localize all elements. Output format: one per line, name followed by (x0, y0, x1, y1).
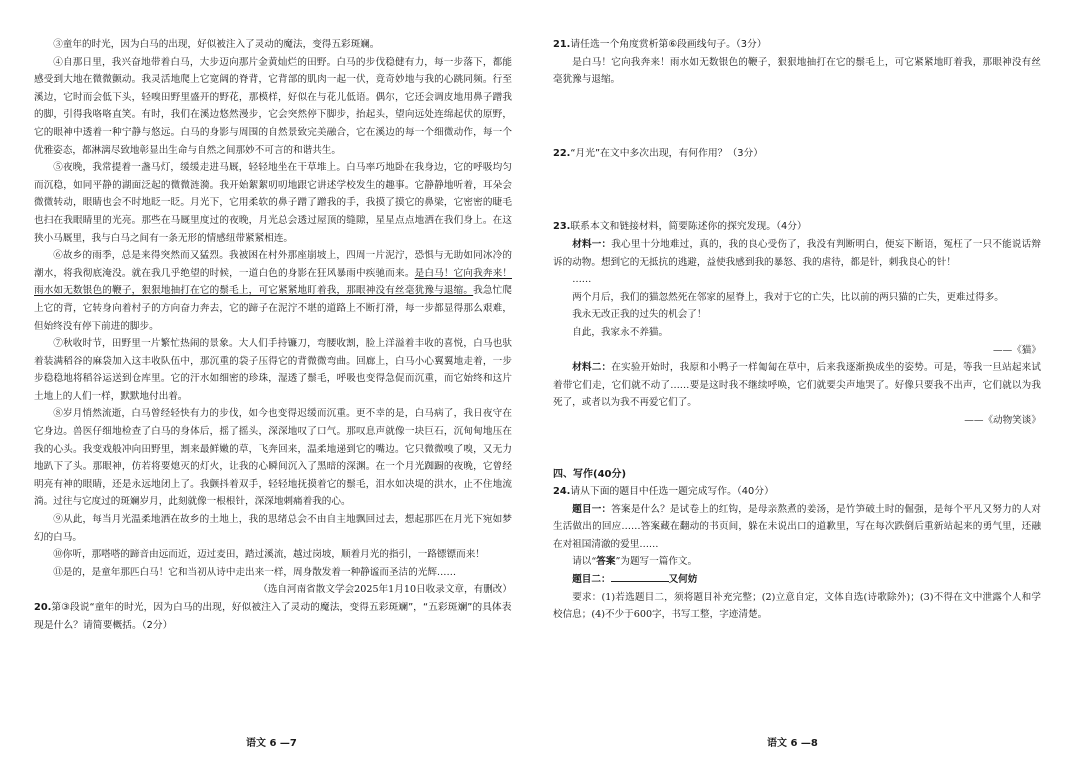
question-22-text: “月光”在文中多次出现，有何作用？（3分） (570, 147, 764, 159)
question-22-number: 22. (553, 147, 571, 159)
material-2-label: 材料二： (572, 362, 612, 374)
question-20 (34, 599, 512, 634)
material-1-para-4: 自此，我家永不养猫。 (572, 326, 669, 338)
question-24 (553, 483, 1041, 501)
topic-2 (553, 571, 1041, 589)
question-21-text: 请任选一个角度赏析第⑥段画线句子。（3分） (570, 39, 767, 50)
answer-space-22 (553, 162, 1041, 218)
question-24-number: 24. (553, 486, 571, 498)
topic-1-instruction (553, 553, 1041, 571)
paragraph-6-start: ⑥故乡的雨季，总是来得突然而又猛烈。我被困在村外那座崩坡上，四周一片泥泞，恐惧与无助如同冰冷的潮水，将我彻底淹没。就在我几乎绝望的时候，一道白色的身影在狂风暴雨中疾驰而来。 (34, 250, 512, 279)
topic-1 (553, 501, 1041, 554)
answer-space-21 (553, 89, 1041, 145)
paragraph-3: ③童年的时光，因为白马的出现，好似被注入了灵动的魔法，变得五彩斑斓。 (53, 39, 380, 50)
question-20-text: 第③段说“童年的时光，因为白马的出现，好似被注入了灵动的魔法，变得五彩斑斓”，“五彩斑斓”的具体表现是什么？请简要概括。（2分） (34, 602, 512, 631)
left-column (34, 36, 512, 726)
underlined-sentence: 是白马！它向我奔来！雨水如无数银色的鞭子，狠狠地抽打在它的鬃毛上，可它紧紧地盯着我，那眼神没有丝毫犹豫与退缩。 (34, 267, 512, 297)
question-21-number: 21. (553, 39, 571, 50)
question-22 (553, 145, 1041, 163)
paragraph-7: ⑦秋收时节，田野里一片繁忙热闹的景象。大人们手持镰刀，弯腰收割，脸上洋溢着丰收的喜悦，白马也驮着装满稻谷的麻袋加入这丰收队伍中，那沉重的袋子压得它的背微微弯曲。回廊上，白马小心翼翼地走着，一步步稳稳地将稻谷运送到仓库里。它的汗水如细密的珍珠，湿透了鬃毛，呼吸也变得急促而沉重，而它始终和这片土地上的人们一样，默默地付出着。 (34, 338, 512, 402)
paragraph-9: ⑨从此，每当月光温柔地洒在故乡的土地上，我的思绪总会不由自主地飘回过去，想起那匹在月光下宛如梦幻的白马。 (34, 514, 512, 543)
page-footer-right: 语文 6 —8 (767, 738, 818, 749)
answer-space-23 (553, 430, 1041, 466)
topic-1-instruction-start: 请以“ (572, 556, 597, 568)
paragraph-6-end: 我急忙爬上它的背，它转身向着村子的方向奋力奔去，它的蹄子在泥泞不堪的道路上不断打滑，每一步都显得那么艰难，但始终没有停下前进的脚步。 (34, 285, 512, 332)
question-24-text: 请从下面的题目中任选一题完成写作。（40分） (570, 486, 774, 498)
material-1-source: ——《猫》 (993, 344, 1041, 356)
question-21-quote: 是白马！它向我奔来！雨水如无数银色的鞭子，狠狠地抽打在它的鬃毛上，可它紧紧地盯着我，那眼神没有丝毫犹豫与退缩。 (553, 56, 1041, 86)
paragraph-6 (34, 247, 512, 335)
source-note: （选自河南省散文学会2025年1月10日收录文章，有删改） (258, 584, 512, 596)
material-1-text: 我心里十分地难过，真的，我的良心受伤了，我没有判断明白，便妄下断语，冤枉了一只不能说话辩诉的动物。想到它的无抵抗的逃避，益使我感到我的暴怒、我的虐待，都是针，刺我良心的针！ (553, 238, 1041, 268)
question-20-number: 20. (34, 602, 52, 613)
material-1-para-3: 我永无改正我的过失的机会了！ (572, 309, 707, 321)
question-23-text: 联系本文和链接材料，简要陈述你的探究发现。（4分） (570, 221, 807, 233)
paragraph-5: ⑤夜晚，我常提着一盏马灯，缓缓走进马厩，轻轻地坐在干草堆上。白马率巧地卧在我身边，它的呼吸均匀而沉稳，如同平静的湖面泛起的微微涟漪。我开始絮絮叨叨地跟它讲述学校发生的趣事。它静静地听着，耳朵会微微转动，眼睛也会不时地眨一眨。月光下，它用柔软的鼻子蹭了蹭我的手，我摸了摸它的鼻梁，它密密的睫毛也扫在我眼睛里的光亮。那些在马厩里度过的夜晚，月光总会透过屋顶的缝隙，星星点点地洒在我们身上。在这狭小马厩里，我与白马之间有一条无形的情感纽带紧紧相连。 (34, 162, 512, 244)
paragraph-8: ⑧岁月悄然流逝，白马曾经轻快有力的步伐，如今也变得迟缓而沉重。更不幸的是，白马病了，我日夜守在它身边。兽医仔细地检查了白马的身体后，摇了摇头，深深地叹了口气。那叹息声就像一块巨石，沉甸甸地压在我的心头。我变戏般冲向田野里，割来最鲜嫩的草，飞奔回来，温柔地递到它的嘴边。它只微微嗅了嗅，又无力地趴下了头。那眼神，仿若将要熄灭的灯火，让我的心瞬间沉入了黑暗的深渊。在一个月光踟蹰的夜晚，它曾经明亮有神的眼睛，还是永远地闭上了。我颤抖着双手，轻轻地抚摸着它的鬃毛，泪水如决堤的洪水，止不住地流淌。过往与它度过的斑斓岁月，此刻就像一根根针，深深地刺痛着我的心。 (34, 408, 512, 508)
topic-1-label: 题目一： (572, 503, 612, 515)
material-1-para-2: 两个月后，我们的猫忽然死在邻家的屋脊上，我对于它的亡失，比以前的两只猫的亡失，更难过得多。 (572, 291, 1004, 303)
material-2-text: 在实验开始时，我原和小鸭子一样匍匐在草中，后来我逐渐换成坐的姿势。可是，等我一旦站起来试着带它们走，它们就不动了……要是这时我不继续呼唤，它们就要尖声地哭了。好像只要我不出声，它们就以为我死了，或者以为我不再爱它们了。 (553, 362, 1041, 409)
paragraph-4: ④自那日里，我兴奋地带着白马，大步迈向那片金黄灿烂的田野。白马的步伐稳健有力，每一步落下，都能感受到大地在微微颤动。我灵活地爬上它宽阔的脊背，它背部的肌肉一起一伏，竟奇妙地与我的心跳同频。行至溪边，它时而会低下头，轻嗅田野里盛开的野花，那模样，好似在与花儿低语。偶尔，它还会调皮地用鼻子蹭我的脚，引得我咯咯直笑。有时，我们在溪边悠然漫步，它会突然停下脚步，抬起头，望向远处连绵起伏的原野，它的眼神中透着一种宁静与悠远。白马的身影与周围的自然景致完美融合，它在溪边的每一个细微动作，每一个优雅姿态，都淋漓尽致地彰显出生命与自然之间那妙不可言的和谐共生。 (34, 56, 512, 156)
material-2 (553, 359, 1041, 412)
paragraph-11: ⑪是的，是童年那匹白马！它和当初从诗中走出来一样，周身散发着一种静谧而圣洁的光辉…… (53, 566, 457, 578)
topic-2-title-tail: 又何妨 (668, 574, 698, 586)
question-23-number: 23. (553, 221, 571, 233)
material-1-ellipsis: …… (572, 274, 592, 286)
writing-requirements: 要求：(1)若选题目二，须将题目补充完整；(2)立意自定，文体自选(诗歌除外)；(3)不得在文中泄露个人和学校信息；(4)不少于600字，书写工整，字迹清楚。 (553, 591, 1041, 621)
material-1 (553, 236, 1041, 271)
paragraph-10: ⑩你听，那嗒嗒的蹄音由远而近，迈过麦田，踏过溪流，越过岗坡，顺着月光的指引，一路镖镖而来！ (53, 549, 485, 561)
right-column (553, 36, 1041, 726)
material-1-label: 材料一： (572, 238, 612, 250)
page-footer-left: 语文 6 —7 (246, 738, 297, 749)
question-23 (553, 218, 1041, 236)
topic-1-text: 答案是什么？是试卷上的红钩，是母亲熬煮的姜汤，是竹笋破土时的倔强，是每个平凡又努力的人对生活做出的回应……答案藏在翻动的书页间，躲在未说出口的道歉里，写在每次跌倒后重新站起来的勇气里，还融在对祖国清澈的爱里…… (553, 503, 1041, 550)
section-heading-writing: 四、写作(40分) (553, 468, 627, 480)
topic-1-instruction-end: ”为题写一篇作文。 (615, 556, 698, 568)
topic-2-blank (611, 571, 669, 582)
topic-2-label: 题目二： (572, 574, 611, 586)
question-21 (553, 36, 1041, 54)
material-2-source: ——《动物笑谈》 (964, 414, 1041, 426)
topic-1-title: 答案 (596, 556, 616, 568)
